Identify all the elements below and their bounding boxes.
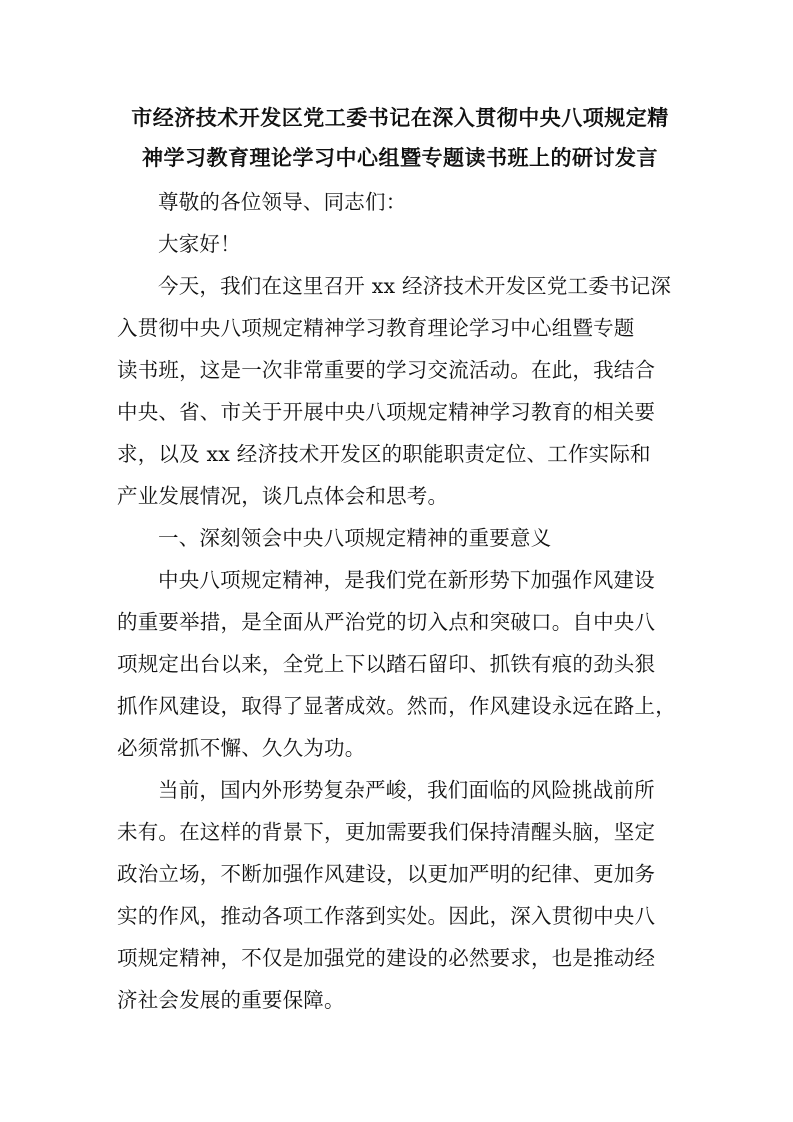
paragraph-1-line-5: 求，以及 xx 经济技术开发区的职能职责定位、工作实际和 xyxy=(117,442,651,466)
paragraph-1-line-4: 中央、省、市关于开展中央八项规定精神学习教育的相关要 xyxy=(117,400,656,424)
paragraph-3-line-2: 未有。在这样的背景下，更加需要我们保持清醒头脑，坚定 xyxy=(117,820,656,844)
paragraph-2-line-4: 抓作风建设，取得了显著成效。然而，作风建设永远在路上， xyxy=(117,694,676,718)
paragraph-3-line-3: 政治立场，不断加强作风建设，以更加严明的纪律、更加务 xyxy=(117,862,656,886)
paragraph-3-line-1: 当前，国内外形势复杂严峻，我们面临的风险挑战前所 xyxy=(158,778,655,802)
greeting: 大家好！ xyxy=(158,232,241,256)
paragraph-2-line-2: 的重要举措，是全面从严治党的切入点和突破口。自中央八 xyxy=(117,610,656,634)
paragraph-2-line-5: 必须常抓不懈、久久为功。 xyxy=(117,736,366,760)
paragraph-2-line-3: 项规定出台以来，全党上下以踏石留印、抓铁有痕的劲头狠 xyxy=(117,652,656,676)
section-heading-1: 一、深刻领会中央八项规定精神的重要意义 xyxy=(158,526,552,550)
paragraph-1-line-2: 入贯彻中央八项规定精神学习教育理论学习中心组暨专题 xyxy=(117,316,635,340)
paragraph-3-line-4: 实的作风，推动各项工作落到实处。因此，深入贯彻中央八 xyxy=(117,904,656,928)
paragraph-1-line-3: 读书班，这是一次非常重要的学习交流活动。在此，我结合 xyxy=(117,358,656,382)
paragraph-3-line-5: 项规定精神，不仅是加强党的建设的必然要求，也是推动经 xyxy=(117,946,656,970)
document-title-line-1: 市经济技术开发区党工委书记在深入贯彻中央八项规定精 xyxy=(131,105,669,130)
paragraph-1-line-1: 今天，我们在这里召开 xx 经济技术开发区党工委书记深 xyxy=(158,274,672,298)
paragraph-2-line-1: 中央八项规定精神，是我们党在新形势下加强作风建设 xyxy=(158,568,655,592)
paragraph-3-line-6: 济社会发展的重要保障。 xyxy=(117,988,345,1012)
document-title-line-2: 神学习教育理论学习中心组暨专题读书班上的研讨发言 xyxy=(142,145,658,170)
salutation: 尊敬的各位领导、同志们： xyxy=(158,190,407,214)
paragraph-1-line-6: 产业发展情况，谈几点体会和思考。 xyxy=(117,484,449,508)
